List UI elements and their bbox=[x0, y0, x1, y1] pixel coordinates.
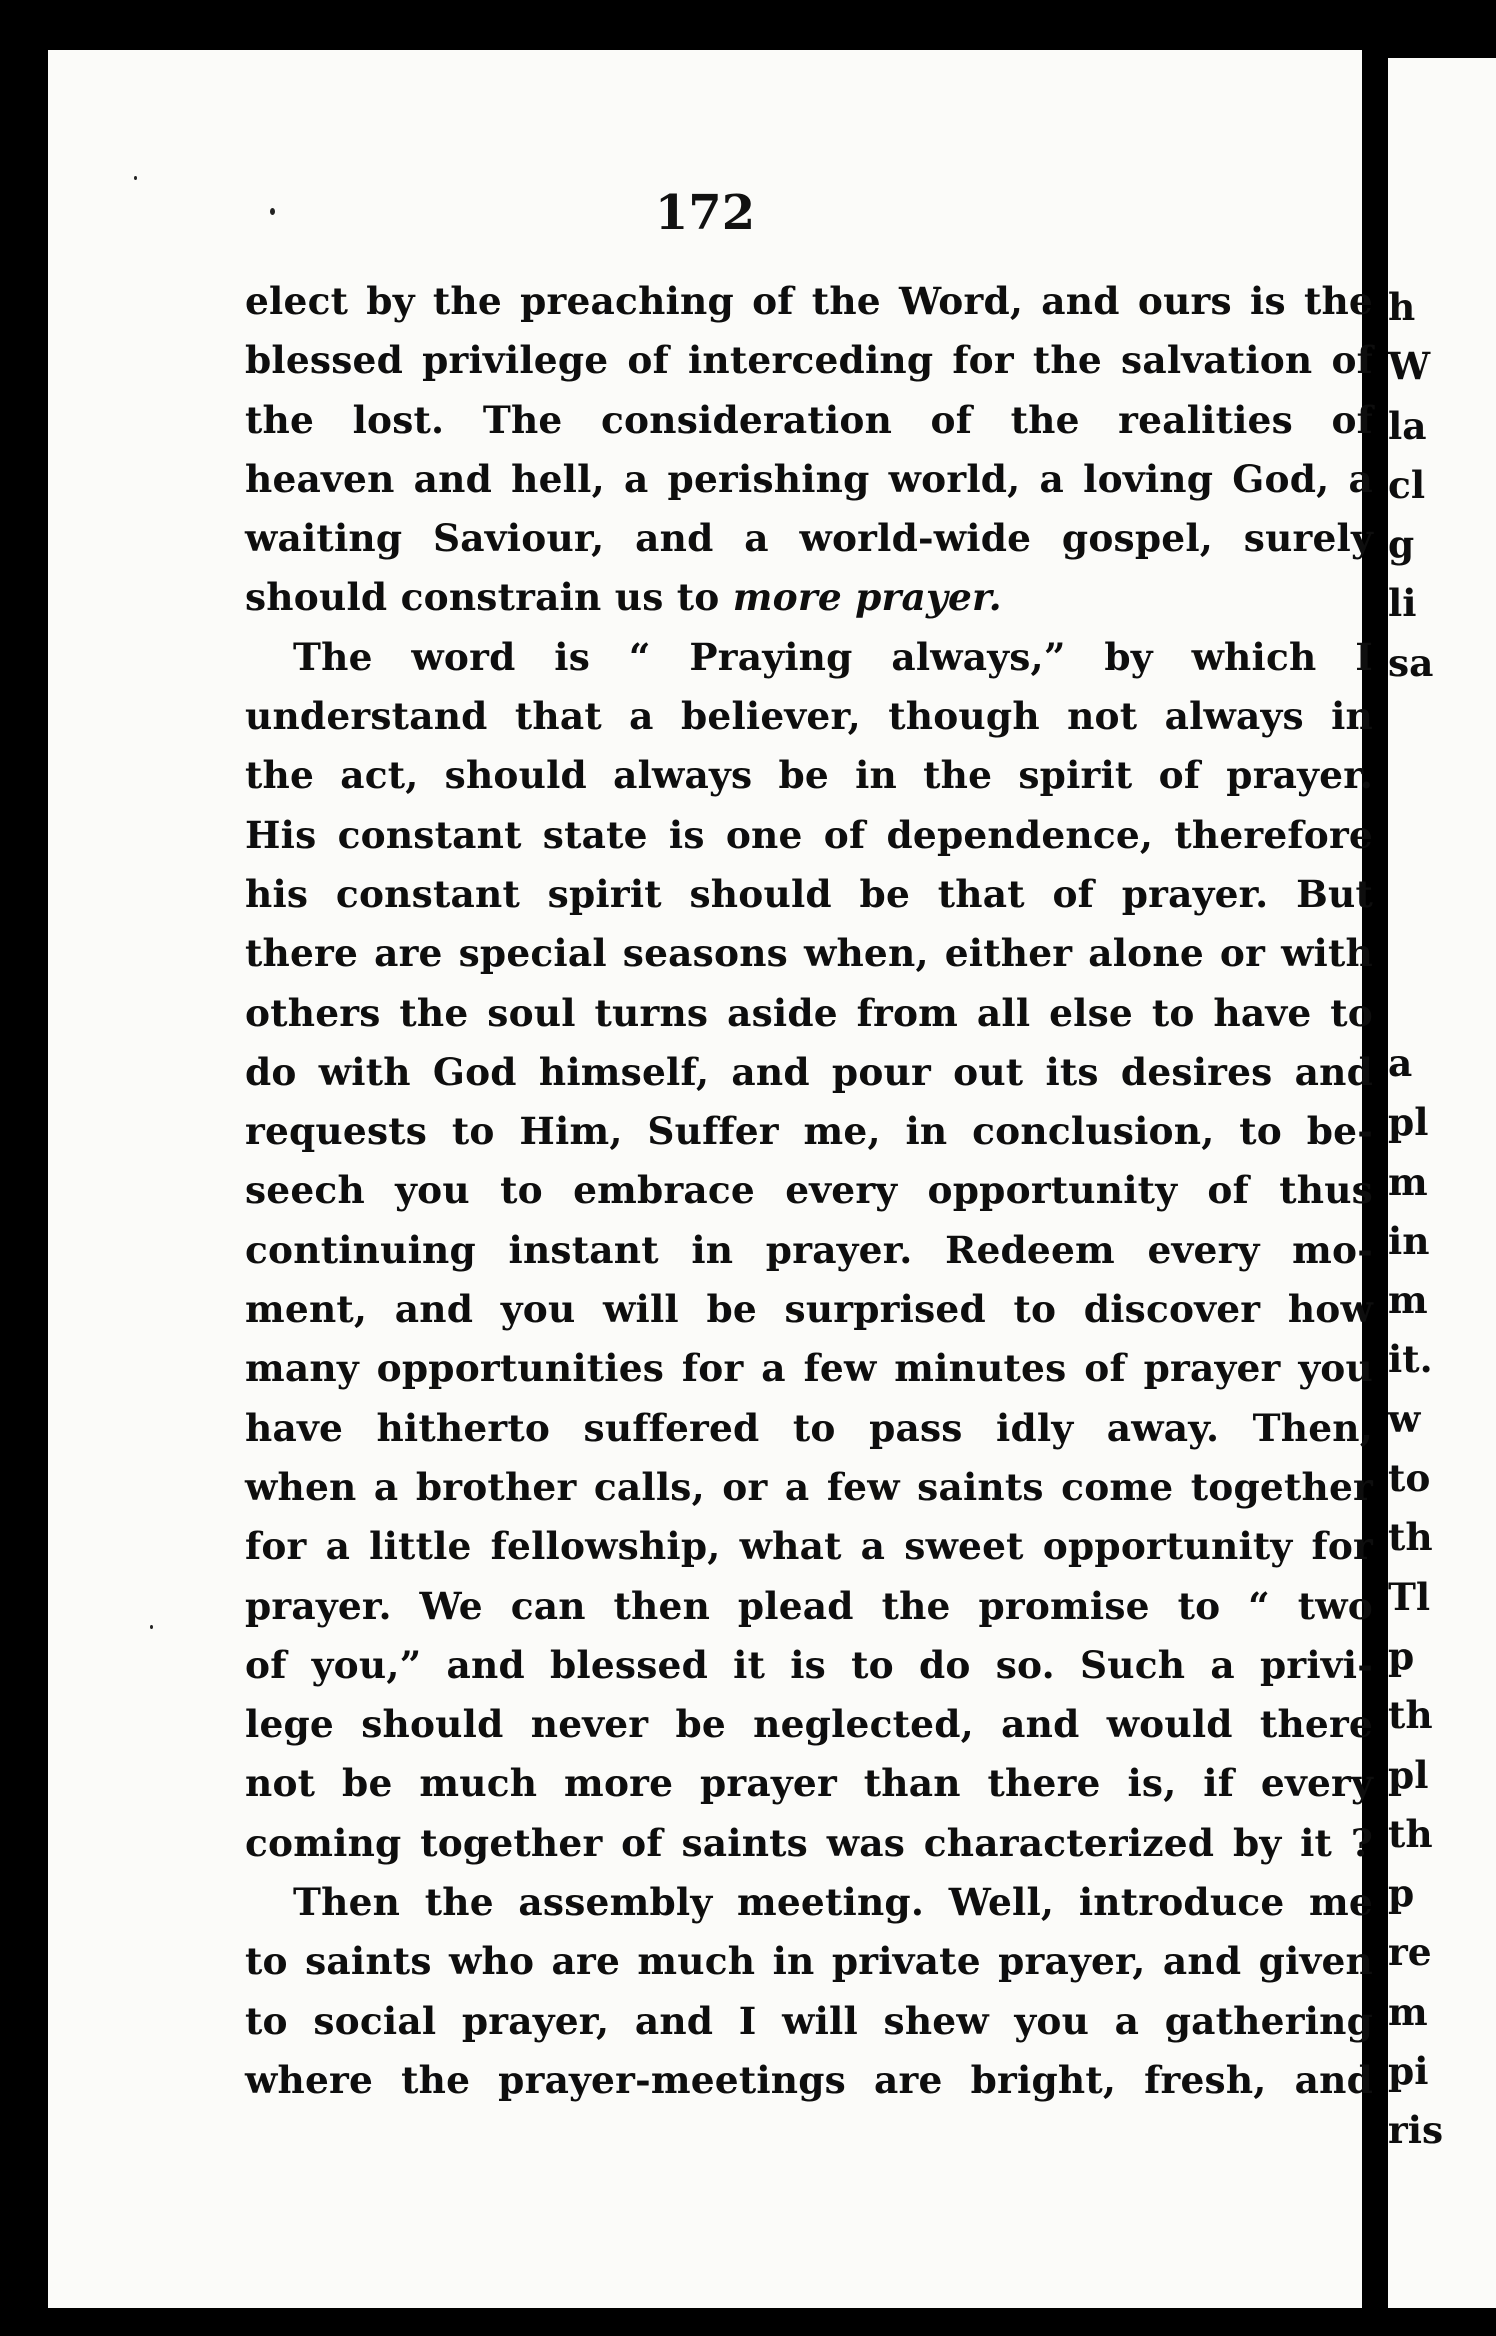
text-line: the act, should always be in the spirit of prayer. bbox=[245, 753, 1373, 798]
fragment-line: it. bbox=[1388, 1337, 1433, 1382]
text-line: his constant spirit should be that of prayer. But bbox=[245, 871, 1373, 916]
text-line: others the soul turns aside from all else to have to bbox=[245, 990, 1373, 1035]
text-line: many opportunities for a few minutes of prayer you bbox=[245, 1346, 1373, 1391]
text-run: should constrain us to bbox=[245, 575, 733, 620]
text-line: seech you to embrace every opportunity of thus bbox=[245, 1168, 1373, 1213]
fragment-line: th bbox=[1388, 1811, 1433, 1856]
text-line: there are special seasons when, either alone or with bbox=[245, 931, 1373, 976]
fragment-line: w bbox=[1388, 1396, 1421, 1441]
fragment-line: p bbox=[1388, 1633, 1415, 1678]
fragment-line: sa bbox=[1388, 640, 1434, 685]
text-line: to saints who are much in private prayer, and given bbox=[245, 1939, 1373, 1984]
fragment-line: pl bbox=[1388, 1100, 1429, 1145]
text-line: Then the assembly meeting. Well, introduce me bbox=[293, 1880, 1373, 1925]
fragment-line: a bbox=[1388, 1041, 1413, 1085]
page-number: 172 bbox=[654, 185, 756, 241]
text-line: of you,” and blessed it is to do so. Such a privi- bbox=[245, 1642, 1373, 1687]
fragment-line: la bbox=[1388, 403, 1427, 448]
text-line: blessed privilege of interceding for the salvation of bbox=[245, 338, 1373, 383]
fragment-line: in bbox=[1388, 1218, 1430, 1263]
text-line: requests to Him, Suffer me, in conclusion, to be- bbox=[245, 1109, 1373, 1154]
facing-page-top-fragments bbox=[1388, 278, 1433, 693]
fragment-line: ris bbox=[1388, 2108, 1444, 2153]
ink-speck bbox=[150, 1625, 153, 1629]
text-line: do with God himself, and pour out its desires and bbox=[245, 1049, 1373, 1094]
text-line: His constant state is one of dependence, therefore bbox=[245, 812, 1373, 857]
fragment-line: m bbox=[1388, 1278, 1428, 1323]
text-line: heaven and hell, a perishing world, a loving God, a bbox=[245, 456, 1373, 501]
text-line: understand that a believer, though not always in bbox=[245, 694, 1373, 739]
text-line bbox=[245, 568, 1373, 627]
text-line: lege should never be neglected, and would there bbox=[245, 1702, 1373, 1747]
fragment-line: cl bbox=[1388, 462, 1426, 507]
book-page bbox=[48, 50, 1373, 2308]
text-line: to social prayer, and I will shew you a gathering bbox=[245, 1998, 1373, 2043]
body-text bbox=[245, 272, 1373, 2110]
fragment-line: m bbox=[1388, 1989, 1428, 2034]
fragment-line: m bbox=[1388, 1159, 1428, 1204]
text-line: the lost. The consideration of the realities of bbox=[245, 397, 1373, 442]
text-line: waiting Saviour, and a world-wide gospel, surely bbox=[245, 516, 1373, 561]
text-line: coming together of saints was characterized by it ? bbox=[245, 1820, 1373, 1865]
fragment-line: pl bbox=[1388, 1752, 1429, 1797]
fragment-line: th bbox=[1388, 1515, 1433, 1560]
fragment-line: pi bbox=[1388, 2049, 1429, 2094]
text-line: The word is “ Praying always,” by which I bbox=[293, 634, 1373, 679]
text-line: ment, and you will be surprised to discover how bbox=[245, 1287, 1373, 1332]
text-line: for a little fellowship, what a sweet opportunity for bbox=[245, 1524, 1373, 1569]
fragment-line: h bbox=[1388, 285, 1416, 329]
text-line: elect by the preaching of the Word, and ours is the bbox=[245, 279, 1373, 323]
ink-speck bbox=[134, 176, 137, 180]
fragment-line: li bbox=[1388, 581, 1417, 626]
fragment-line: W bbox=[1388, 344, 1431, 389]
fragment-line: Tl bbox=[1388, 1574, 1431, 1619]
facing-page-lower-fragments bbox=[1388, 1034, 1443, 2161]
fragment-line: re bbox=[1388, 1930, 1432, 1975]
text-line: continuing instant in prayer. Redeem every mo- bbox=[245, 1227, 1373, 1272]
emphasis-text: more prayer. bbox=[732, 575, 1002, 620]
ink-speck bbox=[270, 208, 275, 215]
facing-page-edge bbox=[1388, 58, 1496, 2308]
text-line: have hitherto suffered to pass idly away. Then, bbox=[245, 1405, 1373, 1450]
fragment-line: th bbox=[1388, 1693, 1433, 1738]
fragment-line: p bbox=[1388, 1871, 1415, 1916]
fragment-line: to bbox=[1388, 1456, 1431, 1501]
fragment-line: g bbox=[1388, 522, 1415, 567]
text-line: not be much more prayer than there is, if every bbox=[245, 1761, 1373, 1806]
text-line: when a brother calls, or a few saints come together bbox=[245, 1464, 1373, 1509]
text-line: where the prayer-meetings are bright, fresh, and bbox=[245, 2057, 1373, 2102]
text-line: prayer. We can then plead the promise to “ two bbox=[245, 1583, 1373, 1628]
